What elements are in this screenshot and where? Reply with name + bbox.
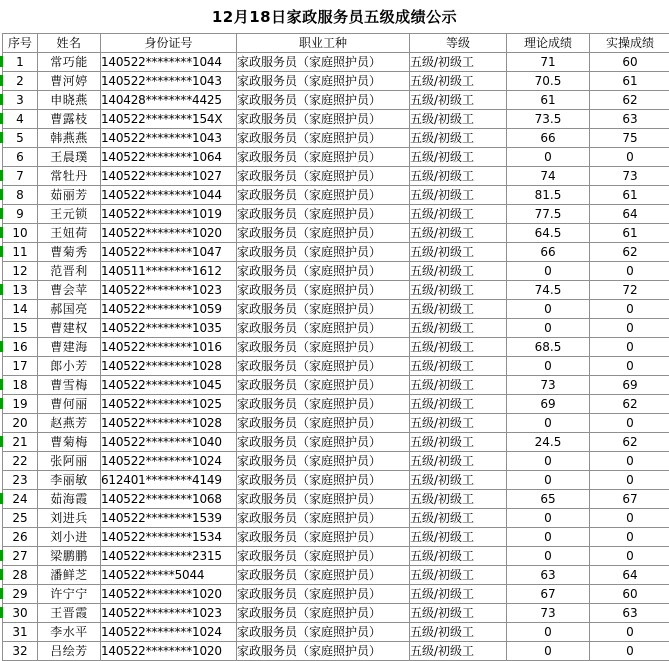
cell-practical-score: 64 [590,566,669,585]
cell-practical-score: 0 [590,300,669,319]
cell-theory-score: 70.5 [507,72,590,91]
cell-practical-score: 72 [590,281,669,300]
column-header-theory: 理论成绩 [507,34,590,53]
cell-job: 家政服务员（家庭照护员） [237,433,410,452]
cell-index: 2 [3,72,38,91]
cell-id-number: 140522********2315 [101,547,237,566]
cell-index: 21 [3,433,38,452]
cell-id-number: 140522********1025 [101,395,237,414]
cell-name: 许宁宁 [38,585,101,604]
table-row [3,338,669,357]
cell-name: 李丽敏 [38,471,101,490]
cell-job: 家政服务员（家庭照护员） [237,509,410,528]
table-row [3,357,669,376]
table-row [3,490,669,509]
cell-theory-score: 77.5 [507,205,590,224]
cell-id-number: 140522********1027 [101,167,237,186]
cell-practical-score: 0 [590,338,669,357]
cell-theory-score: 68.5 [507,338,590,357]
cell-index: 31 [3,623,38,642]
cell-index: 32 [3,642,38,661]
table-header [3,34,669,53]
cell-theory-score: 0 [507,148,590,167]
cell-name: 曹菊秀 [38,243,101,262]
cell-id-number: 140522********1016 [101,338,237,357]
cell-practical-score: 64 [590,205,669,224]
cell-name: 常巧能 [38,53,101,72]
cell-index: 6 [3,148,38,167]
cell-index: 16 [3,338,38,357]
cell-theory-score: 0 [507,357,590,376]
cell-job: 家政服务员（家庭照护员） [237,376,410,395]
cell-practical-score: 0 [590,414,669,433]
cell-index: 19 [3,395,38,414]
cell-level: 五级/初级工 [410,452,507,471]
cell-level: 五级/初级工 [410,490,507,509]
cell-index: 24 [3,490,38,509]
cell-id-number: 140522********1035 [101,319,237,338]
cell-name: 韩燕燕 [38,129,101,148]
cell-practical-score: 62 [590,243,669,262]
cell-level: 五级/初级工 [410,433,507,452]
cell-id-number: 140522********1044 [101,186,237,205]
cell-theory-score: 71 [507,53,590,72]
cell-level: 五级/初级工 [410,205,507,224]
cell-level: 五级/初级工 [410,129,507,148]
cell-name: 刘进兵 [38,509,101,528]
cell-id-number: 140428********4425 [101,91,237,110]
table-header-row [3,34,669,53]
cell-index: 5 [3,129,38,148]
column-header-index: 序号 [3,34,38,53]
cell-job: 家政服务员（家庭照护员） [237,129,410,148]
cell-job: 家政服务员（家庭照护员） [237,262,410,281]
cell-job: 家政服务员（家庭照护员） [237,224,410,243]
cell-index: 29 [3,585,38,604]
cell-level: 五级/初级工 [410,186,507,205]
table-row [3,585,669,604]
column-header-practical: 实操成绩 [590,34,669,53]
cell-job: 家政服务员（家庭照护员） [237,205,410,224]
cell-name: 茹海霞 [38,490,101,509]
table-row [3,642,669,661]
cell-practical-score: 60 [590,585,669,604]
cell-index: 18 [3,376,38,395]
cell-name: 曹会苹 [38,281,101,300]
cell-theory-score: 63 [507,566,590,585]
cell-practical-score: 0 [590,148,669,167]
cell-name: 郝国亮 [38,300,101,319]
cell-id-number: 140522********1024 [101,623,237,642]
cell-name: 曹何丽 [38,395,101,414]
cell-name: 梁鹏鹏 [38,547,101,566]
cell-id-number: 140522********1539 [101,509,237,528]
cell-id-number: 612401********4149 [101,471,237,490]
cell-job: 家政服务员（家庭照护员） [237,642,410,661]
cell-level: 五级/初级工 [410,376,507,395]
cell-job: 家政服务员（家庭照护员） [237,319,410,338]
cell-index: 30 [3,604,38,623]
cell-index: 26 [3,528,38,547]
cell-name: 王妞荷 [38,224,101,243]
cell-name: 常牡丹 [38,167,101,186]
table-row [3,433,669,452]
cell-index: 13 [3,281,38,300]
cell-practical-score: 0 [590,452,669,471]
cell-practical-score: 73 [590,167,669,186]
cell-practical-score: 0 [590,471,669,490]
cell-practical-score: 0 [590,528,669,547]
cell-theory-score: 0 [507,623,590,642]
cell-job: 家政服务员（家庭照护员） [237,167,410,186]
cell-job: 家政服务员（家庭照护员） [237,53,410,72]
cell-theory-score: 0 [507,414,590,433]
cell-practical-score: 67 [590,490,669,509]
cell-job: 家政服务员（家庭照护员） [237,452,410,471]
cell-name: 赵燕芳 [38,414,101,433]
cell-level: 五级/初级工 [410,566,507,585]
table-row [3,395,669,414]
cell-id-number: 140522********1064 [101,148,237,167]
table-row [3,509,669,528]
table-body [3,53,669,661]
cell-job: 家政服务员（家庭照护员） [237,91,410,110]
cell-id-number: 140522********1019 [101,205,237,224]
table-row [3,319,669,338]
cell-job: 家政服务员（家庭照护员） [237,186,410,205]
cell-index: 12 [3,262,38,281]
cell-job: 家政服务员（家庭照护员） [237,72,410,91]
cell-job: 家政服务员（家庭照护员） [237,243,410,262]
cell-id-number: 140522********154X [101,110,237,129]
cell-practical-score: 69 [590,376,669,395]
table-row [3,604,669,623]
cell-job: 家政服务员（家庭照护员） [237,547,410,566]
cell-index: 15 [3,319,38,338]
cell-name: 申晓燕 [38,91,101,110]
cell-name: 曹菊梅 [38,433,101,452]
cell-name: 吕绘芳 [38,642,101,661]
cell-job: 家政服务员（家庭照护员） [237,148,410,167]
table-row [3,186,669,205]
cell-theory-score: 66 [507,243,590,262]
table-row [3,281,669,300]
cell-level: 五级/初级工 [410,585,507,604]
cell-theory-score: 65 [507,490,590,509]
cell-level: 五级/初级工 [410,319,507,338]
table-row [3,471,669,490]
cell-theory-score: 0 [507,547,590,566]
cell-job: 家政服务员（家庭照护员） [237,585,410,604]
cell-level: 五级/初级工 [410,338,507,357]
cell-id-number: 140522********1020 [101,224,237,243]
cell-job: 家政服务员（家庭照护员） [237,566,410,585]
cell-index: 25 [3,509,38,528]
cell-practical-score: 63 [590,110,669,129]
table-row [3,300,669,319]
cell-theory-score: 0 [507,300,590,319]
column-header-name: 姓名 [38,34,101,53]
cell-level: 五级/初级工 [410,262,507,281]
cell-id-number: 140522********1534 [101,528,237,547]
cell-index: 8 [3,186,38,205]
cell-id-number: 140522********1023 [101,604,237,623]
cell-id-number: 140522********1043 [101,72,237,91]
cell-practical-score: 63 [590,604,669,623]
table-row [3,623,669,642]
cell-index: 20 [3,414,38,433]
table-row [3,243,669,262]
table-row [3,547,669,566]
cell-level: 五级/初级工 [410,547,507,566]
cell-practical-score: 0 [590,357,669,376]
cell-name: 曹露枝 [38,110,101,129]
cell-id-number: 140522********1045 [101,376,237,395]
cell-index: 22 [3,452,38,471]
cell-id-number: 140522********1059 [101,300,237,319]
cell-theory-score: 61 [507,91,590,110]
cell-name: 曹建海 [38,338,101,357]
cell-name: 范晋利 [38,262,101,281]
cell-job: 家政服务员（家庭照护员） [237,490,410,509]
cell-theory-score: 0 [507,528,590,547]
cell-name: 潘鲜芝 [38,566,101,585]
cell-practical-score: 61 [590,224,669,243]
cell-theory-score: 69 [507,395,590,414]
cell-index: 10 [3,224,38,243]
cell-practical-score: 0 [590,509,669,528]
cell-practical-score: 61 [590,186,669,205]
cell-level: 五级/初级工 [410,281,507,300]
table-row [3,205,669,224]
table-row [3,53,669,72]
cell-id-number: 140522********1028 [101,414,237,433]
cell-level: 五级/初级工 [410,471,507,490]
cell-practical-score: 0 [590,642,669,661]
cell-name: 曹雪梅 [38,376,101,395]
cell-practical-score: 0 [590,623,669,642]
cell-name: 李水平 [38,623,101,642]
column-header-job: 职业工种 [237,34,410,53]
cell-id-number: 140522********1024 [101,452,237,471]
cell-level: 五级/初级工 [410,91,507,110]
cell-theory-score: 0 [507,471,590,490]
table-row [3,148,669,167]
cell-level: 五级/初级工 [410,167,507,186]
cell-index: 11 [3,243,38,262]
cell-job: 家政服务员（家庭照护员） [237,357,410,376]
cell-job: 家政服务员（家庭照护员） [237,528,410,547]
cell-theory-score: 0 [507,452,590,471]
cell-practical-score: 62 [590,91,669,110]
table-row [3,167,669,186]
cell-index: 9 [3,205,38,224]
cell-theory-score: 66 [507,129,590,148]
cell-job: 家政服务员（家庭照护员） [237,471,410,490]
table-row [3,224,669,243]
cell-theory-score: 0 [507,642,590,661]
cell-job: 家政服务员（家庭照护员） [237,395,410,414]
table-row [3,110,669,129]
cell-name: 张阿丽 [38,452,101,471]
cell-index: 14 [3,300,38,319]
cell-id-number: 140522********1028 [101,357,237,376]
cell-job: 家政服务员（家庭照护员） [237,338,410,357]
cell-theory-score: 73 [507,376,590,395]
title-row [0,0,669,33]
cell-theory-score: 74.5 [507,281,590,300]
cell-index: 27 [3,547,38,566]
cell-index: 1 [3,53,38,72]
cell-theory-score: 24.5 [507,433,590,452]
cell-practical-score: 61 [590,72,669,91]
cell-level: 五级/初级工 [410,604,507,623]
table-row [3,91,669,110]
cell-job: 家政服务员（家庭照护员） [237,414,410,433]
table-row [3,262,669,281]
cell-level: 五级/初级工 [410,53,507,72]
cell-level: 五级/初级工 [410,528,507,547]
cell-theory-score: 0 [507,319,590,338]
cell-name: 曹建权 [38,319,101,338]
cell-name: 曹河婷 [38,72,101,91]
cell-theory-score: 0 [507,262,590,281]
cell-job: 家政服务员（家庭照护员） [237,281,410,300]
cell-id-number: 140522********1020 [101,585,237,604]
cell-id-number: 140522********1044 [101,53,237,72]
cell-name: 茹丽芳 [38,186,101,205]
cell-theory-score: 74 [507,167,590,186]
cell-name: 刘小进 [38,528,101,547]
page-title: 12月18日家政服务员五级成绩公示 [212,6,457,27]
cell-theory-score: 67 [507,585,590,604]
cell-level: 五级/初级工 [410,395,507,414]
cell-level: 五级/初级工 [410,300,507,319]
cell-index: 17 [3,357,38,376]
cell-level: 五级/初级工 [410,414,507,433]
cell-job: 家政服务员（家庭照护员） [237,623,410,642]
cell-practical-score: 0 [590,547,669,566]
cell-name: 王晋霞 [38,604,101,623]
cell-level: 五级/初级工 [410,357,507,376]
cell-name: 王元锁 [38,205,101,224]
cell-id-number: 140522********1068 [101,490,237,509]
cell-job: 家政服务员（家庭照护员） [237,604,410,623]
cell-theory-score: 81.5 [507,186,590,205]
cell-practical-score: 60 [590,53,669,72]
cell-job: 家政服务员（家庭照护员） [237,110,410,129]
column-header-level: 等级 [410,34,507,53]
cell-index: 23 [3,471,38,490]
cell-index: 4 [3,110,38,129]
table-row [3,376,669,395]
cell-index: 28 [3,566,38,585]
cell-practical-score: 0 [590,262,669,281]
cell-id-number: 140511********1612 [101,262,237,281]
cell-theory-score: 64.5 [507,224,590,243]
table-row [3,414,669,433]
column-header-id: 身份证号 [101,34,237,53]
cell-id-number: 140522********1020 [101,642,237,661]
cell-level: 五级/初级工 [410,148,507,167]
cell-level: 五级/初级工 [410,224,507,243]
cell-job: 家政服务员（家庭照护员） [237,300,410,319]
cell-practical-score: 62 [590,395,669,414]
cell-practical-score: 75 [590,129,669,148]
cell-name: 郎小芳 [38,357,101,376]
cell-level: 五级/初级工 [410,110,507,129]
cell-id-number: 140522********1043 [101,129,237,148]
cell-name: 王晨璞 [38,148,101,167]
cell-theory-score: 0 [507,509,590,528]
cell-level: 五级/初级工 [410,642,507,661]
table-row [3,528,669,547]
results-table [2,33,669,661]
cell-practical-score: 0 [590,319,669,338]
cell-index: 3 [3,91,38,110]
cell-id-number: 140522********1040 [101,433,237,452]
cell-theory-score: 73 [507,604,590,623]
cell-id-number: 140522*****5044 [101,566,237,585]
cell-id-number: 140522********1023 [101,281,237,300]
cell-level: 五级/初级工 [410,509,507,528]
table-row [3,72,669,91]
table-row [3,452,669,471]
table-row [3,129,669,148]
cell-theory-score: 73.5 [507,110,590,129]
cell-id-number: 140522********1047 [101,243,237,262]
cell-level: 五级/初级工 [410,243,507,262]
cell-practical-score: 62 [590,433,669,452]
cell-level: 五级/初级工 [410,623,507,642]
cell-level: 五级/初级工 [410,72,507,91]
cell-index: 7 [3,167,38,186]
table-row [3,566,669,585]
